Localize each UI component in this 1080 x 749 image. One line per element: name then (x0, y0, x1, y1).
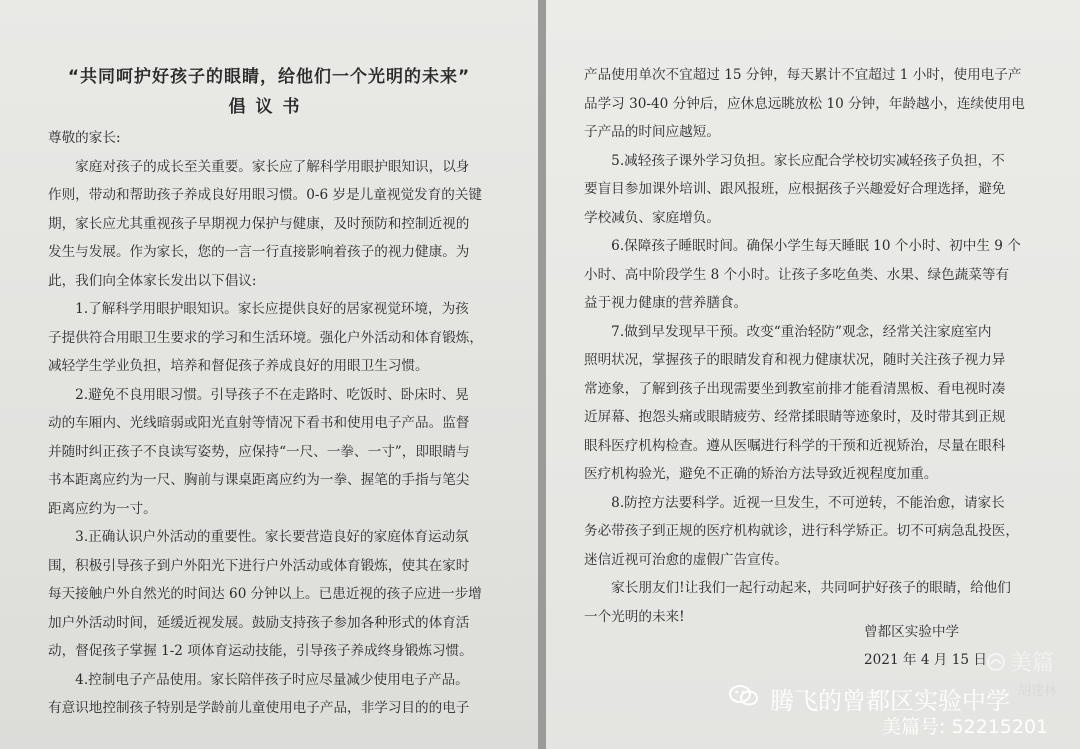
right-body-line: 品学习 30-40 分钟后，应休息远眺放松 10 分钟，年龄越小，连续使用电 (584, 95, 1025, 112)
right-body-line: 8.防控方法要科学。近视一旦发生，不可逆转，不能治愈，请家长 (584, 494, 1005, 511)
right-body-line: 照明状况，掌握孩子的眼睛发育和视力健康状况，随时关注孩子视力异 (584, 352, 1006, 368)
right-body (584, 61, 1064, 631)
left-body-line: 距离应约为一寸。 (48, 500, 157, 517)
meipian-logo-icon (986, 652, 1006, 672)
left-body-line: 每天接触户外自然光的时间达 60 分钟以上。已患近视的孩子应进一步增 (48, 586, 482, 602)
left-body-line: 有意识地控制孩子特别是学龄前儿童使用电子产品，非学习目的的电子 (48, 700, 470, 716)
left-body-line: 4.控制电子产品使用。家长陪伴孩子时应尽量减少使用电子产品。 (48, 671, 469, 688)
right-body-line: 小时、高中阶段学生 8 个小时。让孩子多吃鱼类、水果、绿色蔬菜等有 (584, 266, 1010, 283)
left-body-line: 加户外活动时间，延缓近视发展。鼓励支持孩子参加各种形式的体育活 (48, 614, 470, 631)
left-page (0, 0, 538, 749)
right-body-line: 常迹象，了解到孩子出现需要坐到教室前排才能看清黑板、看电视时凑 (584, 380, 1006, 397)
right-page (546, 0, 1080, 749)
document-subtitle: 倡议书 (228, 97, 310, 117)
left-body-line: 3.正确认识户外活动的重要性。家长要营造良好的家庭体育运动氛 (48, 529, 469, 545)
left-body (48, 124, 518, 723)
right-body-line: 5.减轻孩子课外学习负担。家长应配合学校切实减轻孩子负担，不 (584, 152, 1005, 169)
left-body-line: 1.了解科学用眼护眼知识。家长应提供良好的居家视觉环境，为孩 (48, 301, 469, 317)
right-body-line: 医疗机构验光，避免不正确的矫治方法导致近视程度加重。 (584, 466, 938, 482)
meipian-logo-text: 美篇 (1010, 651, 1055, 676)
author-watermark: 胡建林 (1018, 684, 1058, 699)
document-title: “共同呵护好孩子的眼睛，给他们一个光明的未来” (67, 67, 471, 87)
right-body-line: 眼科医疗机构检查。遵从医嘱进行科学的干预和近视矫治，尽量在眼科 (584, 437, 1006, 454)
right-body-line: 近屏幕、抱怨头痛或眼睛疲劳、经常揉眼睛等迹象时，及时带其到正规 (584, 409, 1006, 425)
left-body-line: 家庭对孩子的成长至关重要。家长应了解科学用眼护眼知识，以身 (48, 158, 470, 175)
right-body-line: 7.做到早发现早干预。改变“重治轻防”观念，经常关注家庭室内 (584, 323, 992, 340)
right-body-line: 益于视力健康的营养膳食。 (584, 295, 748, 311)
right-body-line: 产品使用单次不宜超过 15 分钟，每天累计不宜超过 1 小时，使用电子产 (584, 67, 1022, 83)
left-body-line: 围，积极引导孩子到户外阳光下进行户外活动或体育锻炼，使其在家时 (48, 557, 470, 574)
left-body-line: 子提供符合用眼卫生要求的学习和生活环境。强化户外活动和体育锻炼， (48, 329, 483, 346)
left-body-line: 尊敬的家长: (48, 130, 121, 146)
left-body-line: 发生与发展。作为家长，您的一言一行直接影响着孩子的视力健康。为 (48, 244, 470, 260)
left-body-line: 并随时纠正孩子不良读写姿势，应保持“一尺、一拳、一寸”，即眼睛与 (48, 443, 470, 460)
left-body-line: 动的车厢内、光线暗弱或阳光直射等情况下看书和使用电子产品。监督 (48, 415, 470, 431)
left-body-line: 动，督促孩子掌握 1-2 项体育运动技能，引导孩子养成终身锻炼习惯。 (48, 643, 473, 659)
page-gutter (538, 0, 546, 749)
channel-watermark: 腾飞的曾都区实验中学 (770, 687, 1010, 715)
left-body-line: 书本距离应约为一尺、胸前与课桌距离应约为一拳、握笔的手指与笔尖 (48, 472, 470, 488)
left-body-line: 作则，带动和帮助孩子养成良好用眼习惯。0-6 岁是儿童视觉发育的关键 (48, 187, 483, 203)
left-body-line: 2.避免不良用眼习惯。引导孩子不在走路时、吃饭时、卧床时、晃 (48, 386, 469, 403)
right-body-line: 子产品的时间应越短。 (584, 124, 720, 140)
signature-date: 2021 年 4 月 15 日 (864, 652, 987, 668)
right-body-line: 一个光明的未来! (584, 608, 685, 625)
right-body-line: 学校减负、家庭增负。 (584, 209, 720, 226)
wechat-icon (728, 683, 760, 709)
left-body-line: 减轻学生学业负担，培养和督促孩子养成良好的用眼卫生习惯。 (48, 358, 429, 374)
right-body-line: 家长朋友们!让我们一起行动起来，共同呵护好孩子的眼睛，给他们 (584, 580, 1011, 596)
left-body-line: 期，家长应尤其重视孩子早期视力保护与健康，及时预防和控制近视的 (48, 215, 470, 232)
signature-org: 曾都区实验中学 (864, 624, 960, 640)
right-body-line: 6.保障孩子睡眠时间。确保小学生每天睡眠 10 个小时、初中生 9 个 (584, 238, 1021, 254)
account-watermark: 美篇号: 52215201 (882, 716, 1049, 738)
right-body-line: 迷信近视可治愈的虚假广告宣传。 (584, 551, 788, 568)
left-body-line: 此，我们向全体家长发出以下倡议: (48, 272, 257, 289)
right-body-line: 要盲目参加课外培训、跟风报班，应根据孩子兴趣爱好合理选择，避免 (584, 181, 1006, 197)
right-body-line: 务必带孩子到正规的医疗机构就诊，进行科学矫正。切不可病急乱投医， (584, 523, 1019, 539)
